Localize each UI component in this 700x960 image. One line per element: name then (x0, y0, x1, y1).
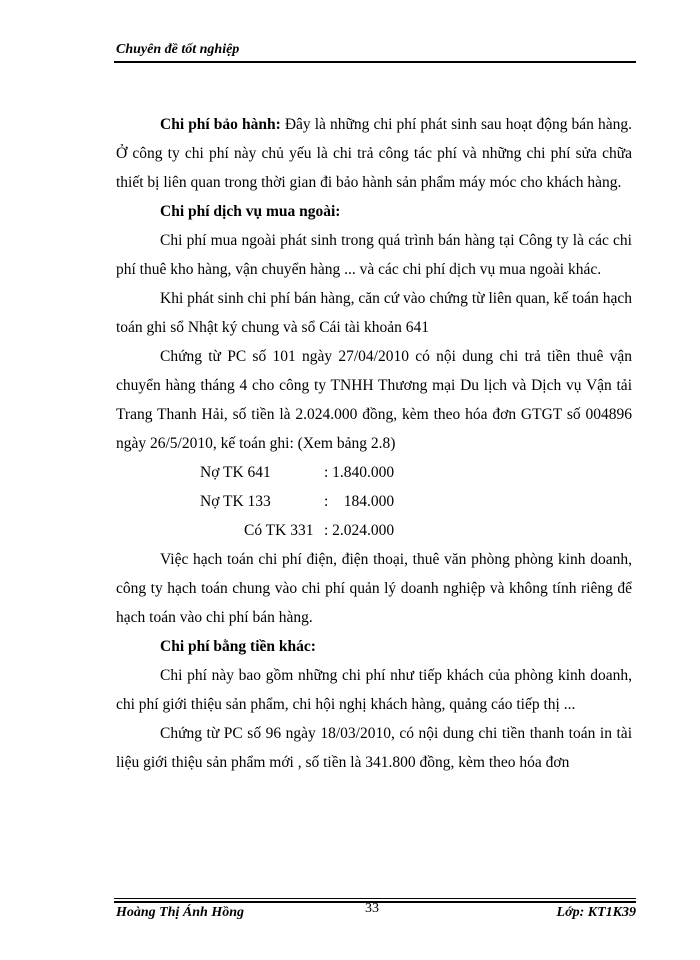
footer-rule (114, 898, 636, 899)
journal-entry-debit-133 (116, 487, 632, 516)
entry-amount: : 184.000 (324, 493, 395, 510)
page-number: 33 (365, 901, 379, 916)
footer-author: Hoàng Thị Ánh Hồng (116, 905, 244, 920)
heading-outsourced-services: Chi phí dịch vụ mua ngoài: (160, 203, 341, 220)
paragraph-warranty-cost (116, 110, 632, 197)
entry-amount: : 1.840.000 (324, 464, 395, 481)
paragraph-utilities: Việc hạch toán chi phí điện, điện thoại, thuê văn phòng phòng kinh doanh, công ty hạch toán chung vào chi phí quản lý doanh nghiệp và không tính riêng để hạch toán vào chi phí bán hàng. (116, 551, 632, 626)
paragraph-other-cash-costs: Chi phí này bao gồm những chi phí như tiếp khách của phòng kinh doanh, chi phí giới thiệu sản phẩm, chi hội nghị khách hàng, quảng cáo tiếp thị ... (116, 667, 632, 713)
journal-entry-debit-641 (116, 458, 632, 487)
header-title: Chuyên đề tốt nghiệp (116, 42, 240, 57)
paragraph-recording: Khi phát sinh chi phí bán hàng, căn cứ vào chứng từ liên quan, kế toán hạch toán ghi sổ Nhật ký chung và sổ Cái tài khoản 641 (116, 290, 632, 336)
entry-account: Nợ TK 133 (200, 493, 271, 510)
paragraph-outsourced-services: Chi phí mua ngoài phát sinh trong quá trình bán hàng tại Công ty là các chi phí thuê kho hàng, vận chuyển hàng ... và các chi phí dịch vụ mua ngoài khác. (116, 232, 632, 278)
paragraph-voucher-96: Chứng từ PC số 96 ngày 18/03/2010, có nội dung chi tiền thanh toán in tài liệu giới thiệu sản phẩm mới , số tiền là 341.800 đồng, kèm theo hóa đơn (116, 725, 632, 771)
entry-amount: : 2.024.000 (324, 522, 395, 539)
footer-class: Lớp: KT1K39 (556, 905, 636, 920)
warranty-cost-text: Đây là những chi phí phát sinh sau hoạt động bán hàng. Ở công ty chi phí này chủ yếu là chi trả công tác phí và những chi phí sửa chữa thiết bị liên quan trong thời gian đi bảo hành sản phẩm máy móc cho khách hàng. (116, 116, 632, 191)
heading-other-cash-costs: Chi phí bằng tiền khác: (160, 638, 316, 655)
journal-entry-credit-331 (116, 516, 632, 545)
header-rule (114, 61, 636, 63)
entry-account: Có TK 331 (244, 522, 314, 539)
document-body (116, 110, 632, 777)
entry-account: Nợ TK 641 (200, 464, 271, 481)
paragraph-voucher-101: Chứng từ PC số 101 ngày 27/04/2010 có nội dung chi trả tiền thuê vận chuyển hàng tháng 4 cho công ty TNHH Thương mại Du lịch và Dịch vụ Vận tải Trang Thanh Hải, số tiền là 2.024.000 đồng, kèm theo hóa đơn GTGT số 004896 ngày 26/5/2010, kế toán ghi: (Xem bảng 2.8) (116, 348, 632, 452)
warranty-cost-label: Chi phí bảo hành: (160, 116, 281, 133)
